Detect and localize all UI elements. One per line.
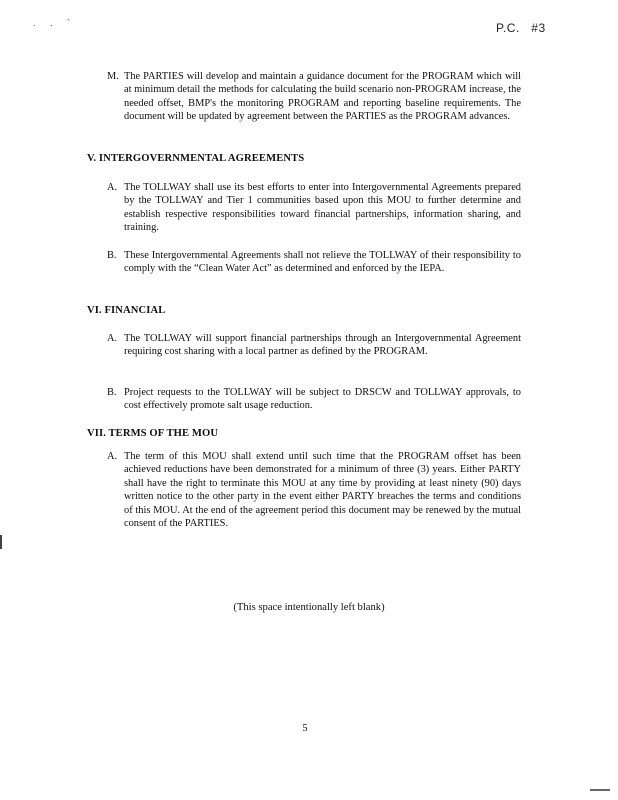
blank-space-note: (This space intentionally left blank) xyxy=(233,602,385,613)
item-text: These Intergovernmental Agreements shall not relieve the TOLLWAY of their responsibility to comply with the “Clean Water Act” as determined and enforced by the IEPA. xyxy=(124,250,521,275)
scan-mark-left xyxy=(0,535,2,549)
item-letter: A. xyxy=(107,451,118,462)
section-vi-heading: VI. FINANCIAL xyxy=(87,305,166,316)
section-vii-heading: VII. TERMS OF THE MOU xyxy=(87,428,219,439)
item-letter: M. xyxy=(107,71,119,82)
item-text: The TOLLWAY will support financial partnerships through an Intergovernmental Agreement requiring cost sharing with a local partner as defined by the PROGRAM. xyxy=(124,333,521,358)
section-m-paragraph xyxy=(107,70,521,124)
section-vi-item-a xyxy=(107,332,521,359)
item-text: The TOLLWAY shall use its best efforts to enter into Intergovernmental Agreements prepared by the TOLLWAY and Tier 1 communities based upon this MOU to further determine and establish respective responsibilities toward financial partnerships, information sharing, and training. xyxy=(124,182,521,234)
scan-specks: . . ` xyxy=(33,18,76,28)
pc-tag: P.C. #3 xyxy=(496,21,546,35)
item-letter: A. xyxy=(107,333,118,344)
item-letter: B. xyxy=(107,250,117,261)
page-number: 5 xyxy=(302,723,308,734)
section-vii-item-a xyxy=(107,450,521,530)
item-letter: A. xyxy=(107,182,118,193)
scan-mark-bottom xyxy=(590,789,610,791)
section-vi-item-b xyxy=(107,386,521,413)
section-v-item-a xyxy=(107,181,521,235)
section-v-item-b xyxy=(107,249,521,276)
item-text: The term of this MOU shall extend until such time that the PROGRAM offset has been achieved reductions have been demonstrated for a minimum of three (3) years. Either PARTY shall have the right to terminate this MOU at any time by providing at least ninety (90) days written notice to the other party in the event either PARTY breaches the terms and conditions of this MOU. At the end of the agreement period this document may be renewed by the mutual consent of the PARTIES. xyxy=(124,451,521,530)
section-v-heading: V. INTERGOVERNMENTAL AGREEMENTS xyxy=(87,153,305,164)
item-text: Project requests to the TOLLWAY will be subject to DRSCW and TOLLWAY approvals, to cost effectively promote salt usage reduction. xyxy=(124,387,521,412)
item-letter: B. xyxy=(107,387,117,398)
item-text: The PARTIES will develop and maintain a guidance document for the PROGRAM which will at minimum detail the methods for calculating the build scenario non-PROGRAM increase, the needed offset, BMP's the monitoring PROGRAM and reporting baseline requirements. The document will be updated by agreement between the PARTIES as the PROGRAM advances. xyxy=(124,71,521,123)
